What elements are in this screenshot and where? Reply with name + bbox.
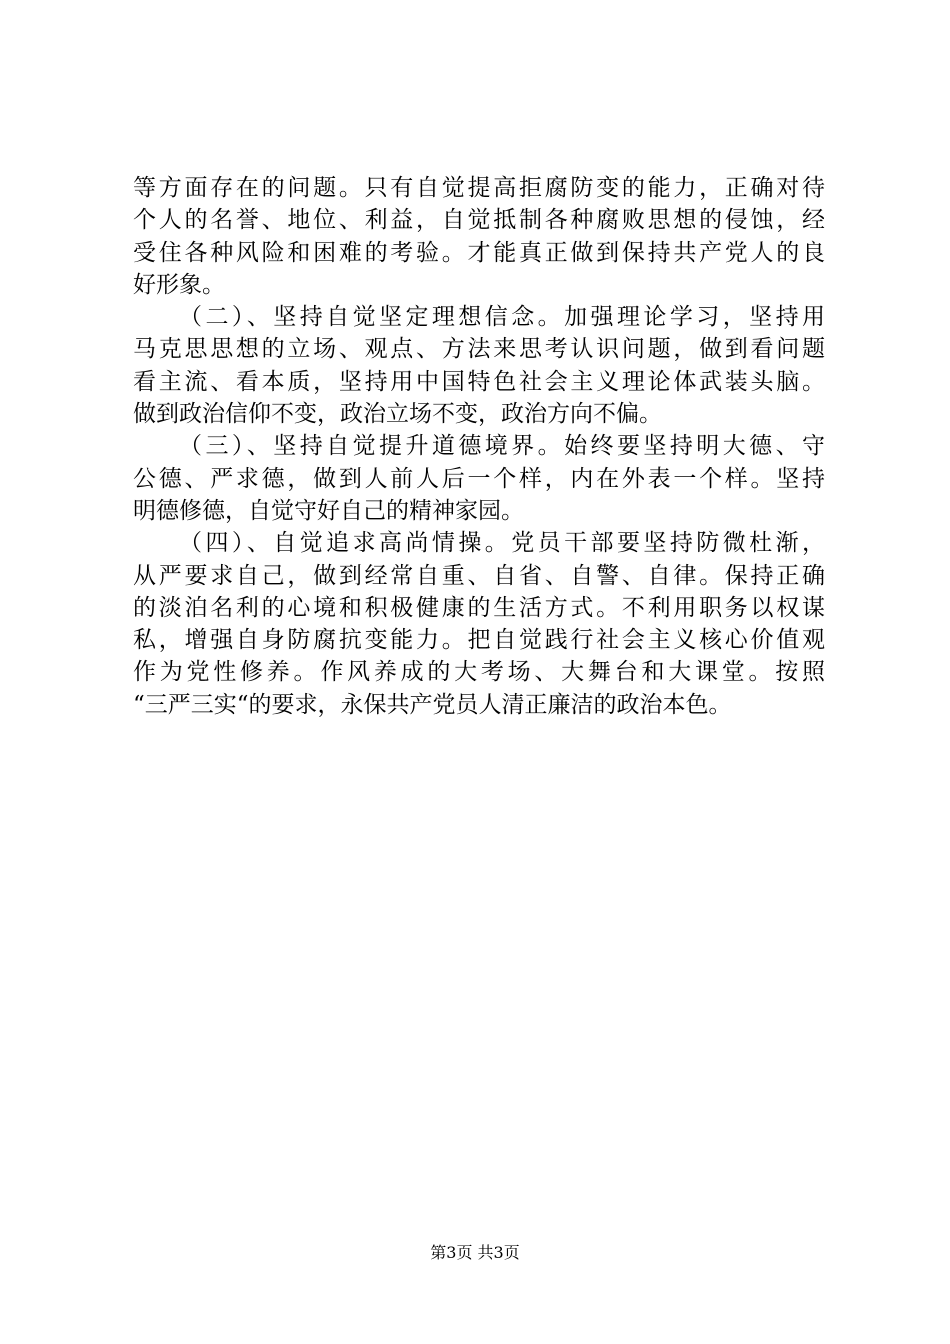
paragraph-line: 受住各种风险和困难的考验。才能真正做到保持共产党人的良 [133, 239, 825, 266]
paragraph-3 [133, 430, 825, 527]
paragraph-4 [133, 527, 825, 721]
paragraph-line: （四）、自觉追求高尚情操。党员干部要坚持防微杜渐， [179, 530, 825, 557]
paragraph-line: 个人的名誉、地位、利益，自觉抵制各种腐败思想的侵蚀，经 [133, 207, 825, 234]
paragraph-line: （三）、坚持自觉提升道德境界。始终要坚持明大德、守 [179, 433, 825, 460]
paragraph-line: 看主流、看本质，坚持用中国特色社会主义理论体武装头脑。 [133, 368, 825, 395]
paragraph-line: 明德修德，自觉守好自己的精神家园。 [133, 497, 524, 524]
page-number-label: 第3页 共3页 [430, 1243, 520, 1262]
paragraph-line: （二）、坚持自觉坚定理想信念。加强理论学习，坚持用 [179, 304, 825, 331]
paragraph-2 [133, 301, 825, 430]
document-body [133, 172, 825, 721]
paragraph-1 [133, 172, 825, 301]
paragraph-line: 好形象。 [133, 271, 225, 298]
paragraph-line: 从严要求自己，做到经常自重、自省、自警、自律。保持正确 [133, 562, 825, 589]
page-footer [0, 1243, 950, 1263]
paragraph-line: 私，增强自身防腐抗变能力。把自觉践行社会主义核心价值观 [133, 627, 825, 654]
paragraph-line: 作为党性修养。作风养成的大考场、大舞台和大课堂。按照 [133, 659, 825, 686]
paragraph-line: 马克思思想的立场、观点、方法来思考认识问题，做到看问题 [133, 336, 825, 363]
paragraph-line: 公德、严求德，做到人前人后一个样，内在外表一个样。坚持 [133, 465, 825, 492]
paragraph-line: “三严三实“的要求，永保共产党员人清正廉洁的政治本色。 [133, 691, 732, 718]
paragraph-line: 做到政治信仰不变，政治立场不变，政治方向不偏。 [133, 401, 662, 428]
paragraph-line: 的淡泊名利的心境和积极健康的生活方式。不利用职务以权谋 [133, 594, 825, 621]
paragraph-line: 等方面存在的问题。只有自觉提高拒腐防变的能力，正确对待 [133, 175, 825, 201]
